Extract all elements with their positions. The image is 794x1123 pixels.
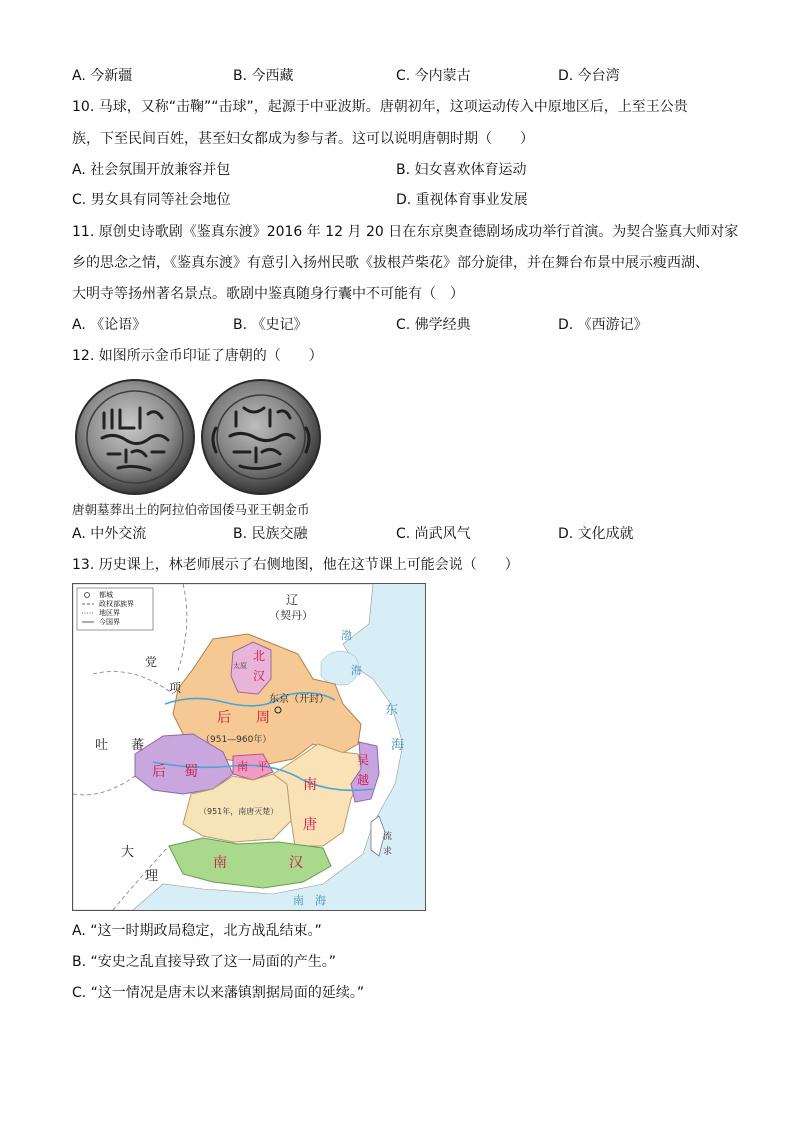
q10-option-d[interactable]: D. 重视体育事业发展 <box>396 192 528 208</box>
q11-stem-line1: 11. 原创史诗歌剧《鉴真东渡》2016 年 12 月 20 日在东京奥查德剧场成功举行首演。为契合鉴真大师对家 <box>72 224 739 240</box>
q11-option-d[interactable]: D. 《西游记》 <box>558 317 648 333</box>
label-hai: 海 <box>351 664 362 677</box>
label-nanping-1: 南 <box>237 760 248 773</box>
q9-option-b[interactable]: B. 今西藏 <box>233 68 294 84</box>
q13-option-a[interactable]: A. “这一时期政局稳定，北方战乱结束。” <box>72 923 322 939</box>
label-dong: 东 <box>385 703 399 718</box>
label-nantang-1: 南 <box>303 777 317 793</box>
label-tubo-2: 蕃 <box>131 738 145 753</box>
coin-obverse-image <box>74 378 196 496</box>
q10-option-a[interactable]: A. 社会氛围开放兼容并包 <box>72 162 231 178</box>
q11-option-c[interactable]: C. 佛学经典 <box>396 317 471 333</box>
label-bo: 渤 <box>341 629 352 642</box>
label-dangxiang-1: 党 <box>145 655 158 669</box>
q12-option-a[interactable]: A. 中外交流 <box>72 526 147 542</box>
q10-option-c[interactable]: C. 男女具有同等社会地位 <box>72 192 231 208</box>
q9-option-c[interactable]: C. 今内蒙古 <box>396 68 471 84</box>
five-dynasties-map <box>72 583 426 911</box>
q11-stem-line2: 乡的思念之情，《鉴真东渡》有意引入扬州民歌《拔根芦柴花》部分旋律，并在舞台布景中展示瘦西湖、 <box>72 255 709 271</box>
label-beihan-2: 汉 <box>253 669 266 683</box>
label-wuyue-1: 吴 <box>357 753 370 767</box>
label-chu-note: （951年，南唐灭楚） <box>199 807 279 816</box>
label-beihan-1: 北 <box>253 649 266 663</box>
label-nanhan-1: 南 <box>213 855 227 871</box>
label-nanping-2: 平 <box>257 760 268 773</box>
label-wuyue-2: 越 <box>357 773 370 787</box>
label-houzhou-2: 周 <box>256 710 270 726</box>
q11-stem-line3: 大明寺等扬州著名景点。歌剧中鉴真随身行囊中不可能有（ ） <box>72 286 464 302</box>
q10-stem-line2: 族，下至民间百姓，甚至妇女都成为参与者。这可以说明唐朝时期（ ） <box>72 131 534 147</box>
q13-option-b[interactable]: B. “安史之乱直接导致了这一局面的产生。” <box>72 954 337 970</box>
q11-option-b[interactable]: B. 《史记》 <box>233 317 308 333</box>
label-hai2: 海 <box>391 738 405 753</box>
label-dali-1: 大 <box>121 845 135 860</box>
label-liao: 辽 <box>286 593 299 607</box>
label-houshu-1: 后 <box>152 764 166 780</box>
label-liuqiu-2: 求 <box>383 847 393 857</box>
legend-capital: 都城 <box>99 591 113 599</box>
q10-option-b[interactable]: B. 妇女喜欢体育运动 <box>396 162 527 178</box>
label-qidan: （契丹） <box>269 609 313 622</box>
q12-stem: 12. 如图所示金币印证了唐朝的（ ） <box>72 348 323 364</box>
q10-stem-line1: 10. 马球，又称“击鞠”“击球”，起源于中亚波斯。唐朝初年，这项运动传入中原地区后，上至王公贵 <box>72 99 688 115</box>
label-taiyuan: 太原 <box>233 662 247 670</box>
coin-reverse-image <box>200 378 322 496</box>
label-dali-2: 理 <box>145 869 159 884</box>
q13-stem: 13. 历史课上，林老师展示了右侧地图，他在这节课上可能会说（ ） <box>72 557 519 573</box>
label-nanhan-2: 汉 <box>289 855 303 871</box>
legend-modern-border: 今国界 <box>99 618 120 626</box>
label-houzhou-1: 后 <box>217 710 231 726</box>
q12-option-c[interactable]: C. 尚武风气 <box>396 526 471 542</box>
label-liuqiu-1: 流 <box>383 832 393 842</box>
q12-coin-caption: 唐朝墓葬出土的阿拉伯帝国倭马亚王朝金币 <box>72 502 310 517</box>
label-nanhai: 南 海 <box>293 894 326 907</box>
q13-option-c[interactable]: C. “这一情况是唐末以来藩镇割据局面的延续。” <box>72 985 365 1001</box>
label-houshu-2: 蜀 <box>184 764 198 780</box>
label-dongjing: 东京（开封） <box>269 694 329 705</box>
label-dangxiang-2: 项 <box>169 681 182 695</box>
label-nantang-2: 唐 <box>303 817 317 833</box>
label-houzhou-years: （951—960年） <box>201 735 272 745</box>
q9-option-a[interactable]: A. 今新疆 <box>72 68 133 84</box>
q12-option-b[interactable]: B. 民族交融 <box>233 526 308 542</box>
q11-option-a[interactable]: A. 《论语》 <box>72 317 147 333</box>
legend-region-boundary: 地区界 <box>99 609 120 617</box>
label-tubo-1: 吐 <box>95 738 109 753</box>
q9-option-d[interactable]: D. 今台湾 <box>558 68 620 84</box>
legend-regime-boundary: 政权部族界 <box>99 600 134 608</box>
q12-option-d[interactable]: D. 文化成就 <box>558 526 634 542</box>
